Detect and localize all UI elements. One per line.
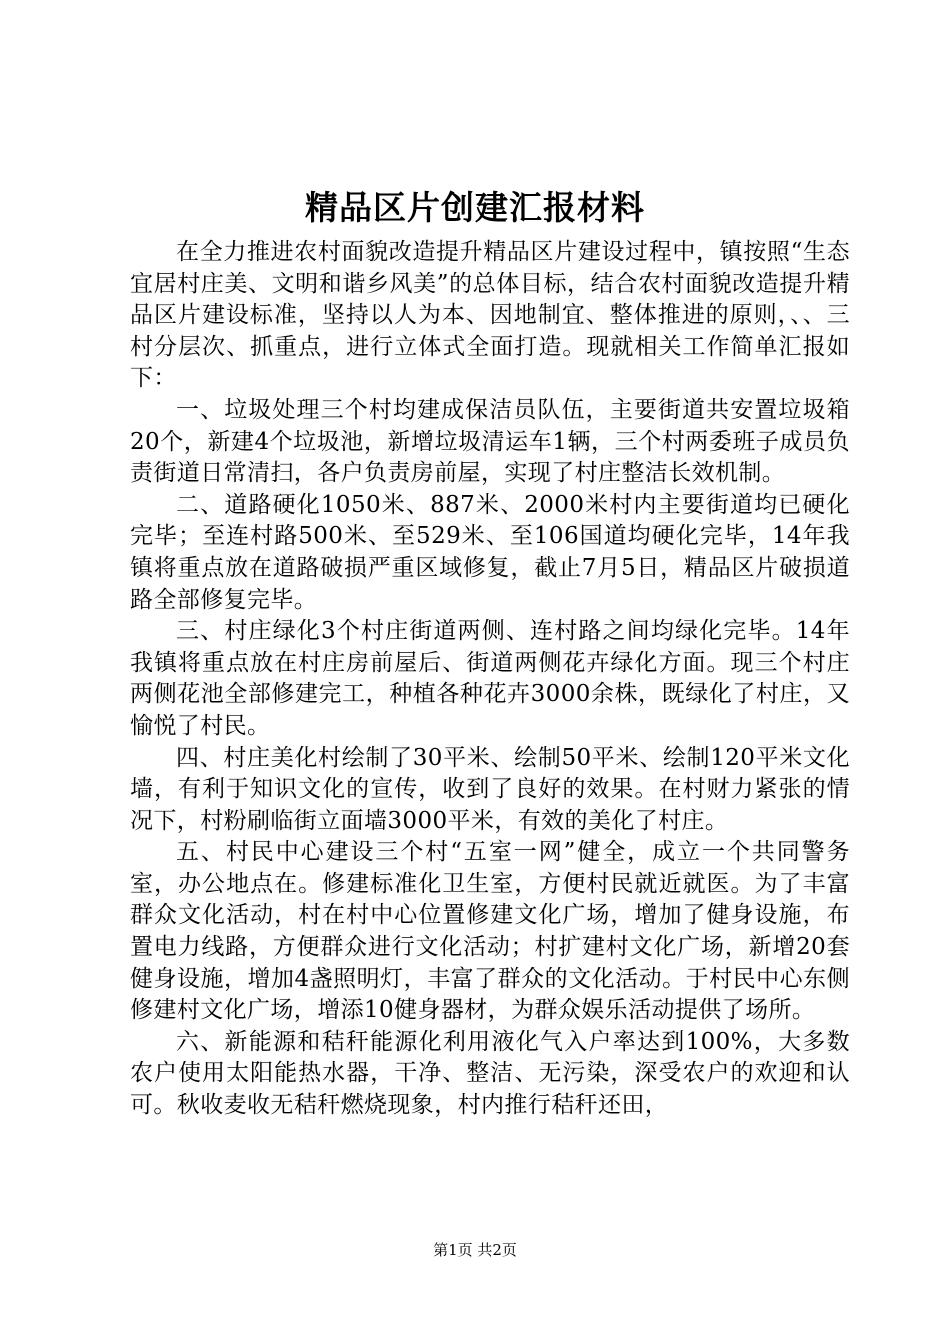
paragraph-villager-center: 五、村民中心建设三个村“五室一网”健全，成立一个共同警务室，办公地点在。修建标准化卫生室，方便村民就近就医。为了丰富群众文化活动，村在村中心位置修建文化广场，增加了健身设施，布置电力线路，方便群众进行文化活动；村扩建村文化广场，新增20套健身设施，增加4盏照明灯，丰富了群众的文化活动。于村民中心东侧修建村文化广场，增添10健身器材，为群众娱乐活动提供了场所。 (130, 839, 850, 1024)
paragraph-village-beautification: 四、村庄美化村绘制了30平米、绘制50平米、绘制120平米文化墙，有利于知识文化的宣传，收到了良好的效果。在村财力紧张的情况下，村粉刷临街立面墙3000平米，有效的美化了村庄。 (130, 744, 850, 834)
paragraph-garbage-disposal: 一、垃圾处理三个村均建成保洁员队伍，主要街道共安置垃圾箱20个，新建4个垃圾池，新增垃圾清运车1辆，三个村两委班子成员负责街道日常清扫，各户负责房前屋，实现了村庄整洁长效机制。 (130, 396, 850, 487)
paragraph-intro: 在全力推进农村面貌改造提升精品区片建设过程中，镇按照“生态宜居村庄美、文明和谐乡风美”的总体目标，结合农村面貌改造提升精品区片建设标准，坚持以人为本、因地制宜、整体推进的原则，、、三村分层次、抓重点，进行立体式全面打造。现就相关工作简单汇报如下： (130, 239, 850, 392)
document-title: 精品区片创建汇报材料 (305, 188, 645, 227)
page-number-footer: 第1页 共2页 (433, 1241, 517, 1259)
document-body (130, 237, 850, 1122)
paragraph-village-greening: 三、村庄绿化3个村庄街道两侧、连村路之间均绿化完毕。14年我镇将重点放在村庄房前屋后、街道两侧花卉绿化方面。现三个村庄两侧花池全部修建完工，种植各种花卉3000余株，既绿化了村庄，又愉悦了村民。 (130, 618, 850, 739)
paragraph-new-energy: 六、新能源和秸秆能源化利用液化气入户率达到100%，大多数农户使用太阳能热水器，干净、整洁、无污染，深受农户的欢迎和认可。秋收麦收无秸秆燃烧现象，村内推行秸秆还田， (130, 1028, 850, 1119)
paragraph-road-hardening: 二、道路硬化1050米、887米、2000米村内主要街道均已硬化完毕；至连村路500米、至529米、至106国道均硬化完毕，14年我镇将重点放在道路破损严重区域修复，截止7月5日，精品区片破损道路全部修复完毕。 (130, 491, 850, 613)
